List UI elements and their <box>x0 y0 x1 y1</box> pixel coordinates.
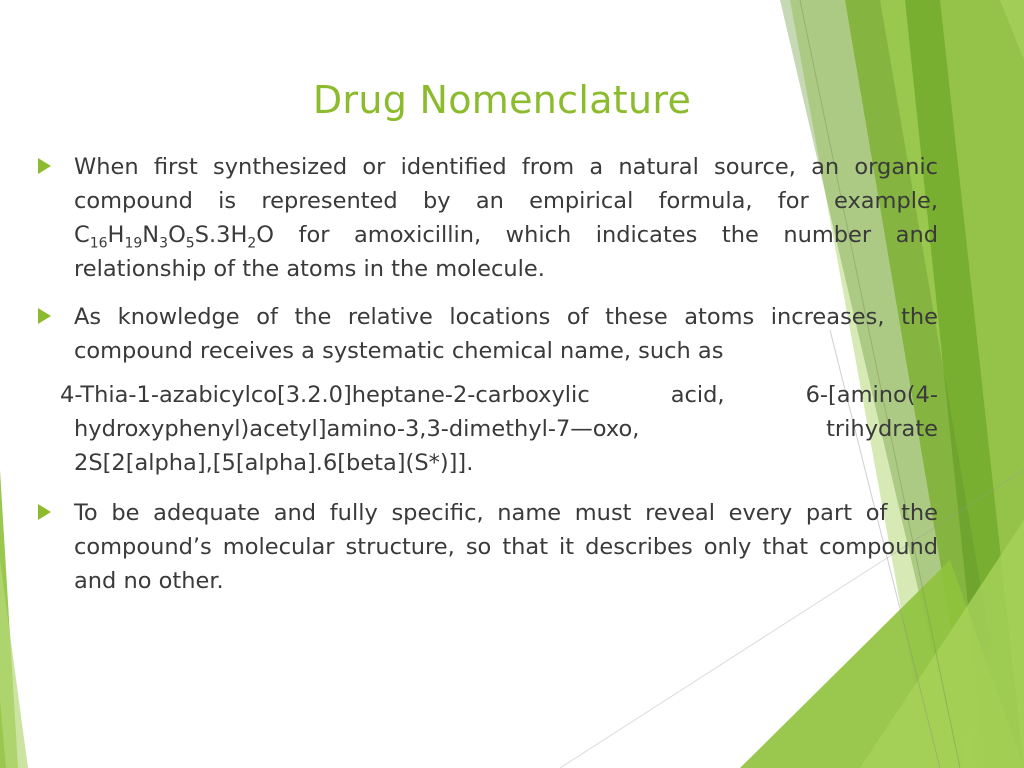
formula-subscript: 5 <box>185 235 195 252</box>
bullet-empirical-formula <box>38 150 938 286</box>
formula-subscript: 19 <box>124 235 143 252</box>
chemical-name-line: 2S[2[alpha],[5[alpha].6[beta](S*)]]. <box>74 450 474 476</box>
bullet-systematic-name <box>38 300 938 368</box>
bullet-arrow-icon <box>38 308 51 324</box>
slide-title: Drug Nomenclature <box>312 78 692 122</box>
formula-element: O <box>168 222 186 248</box>
slide-content <box>38 150 938 612</box>
formula-subscript: 2 <box>247 235 257 252</box>
bullet-arrow-icon <box>38 504 51 520</box>
decor-shape <box>0 560 28 768</box>
chemical-name-paragraph <box>60 378 938 480</box>
chemical-name-line: hydroxyphenyl)acetyl]amino-3,3-dimethyl-7—oxo, trihydrate <box>74 416 938 442</box>
formula-element: S.3H <box>194 222 248 248</box>
bullet-text: for amoxicillin, which indicates the number and relationship of the atoms in the molecule. <box>74 222 938 282</box>
formula-subscript: 16 <box>89 235 108 252</box>
bullet-text: When first synthesized or identified from a natural source, an organic compound is represented by an empirical formula, for example, <box>74 154 938 214</box>
formula-element: H <box>107 222 125 248</box>
formula-element: O <box>256 222 275 248</box>
formula-element: C <box>74 222 90 248</box>
formula-subscript: 3 <box>159 235 169 252</box>
bullet-arrow-icon <box>38 158 51 174</box>
chemical-name-line: 4-Thia-1-azabicylco[3.2.0]heptane-2-carboxylic acid, 6-[amino(4- <box>60 382 938 408</box>
amoxicillin-formula <box>74 222 275 252</box>
bullet-text: To be adequate and fully specific, name must reveal every part of the compound’s molecular structure, so that it describes only that compound and no other. <box>74 500 938 594</box>
bullet-text: As knowledge of the relative locations of these atoms increases, the compound receives a systematic chemical name, such as <box>74 304 938 364</box>
bullet-specific-name <box>38 496 938 598</box>
formula-element: N <box>142 222 160 248</box>
